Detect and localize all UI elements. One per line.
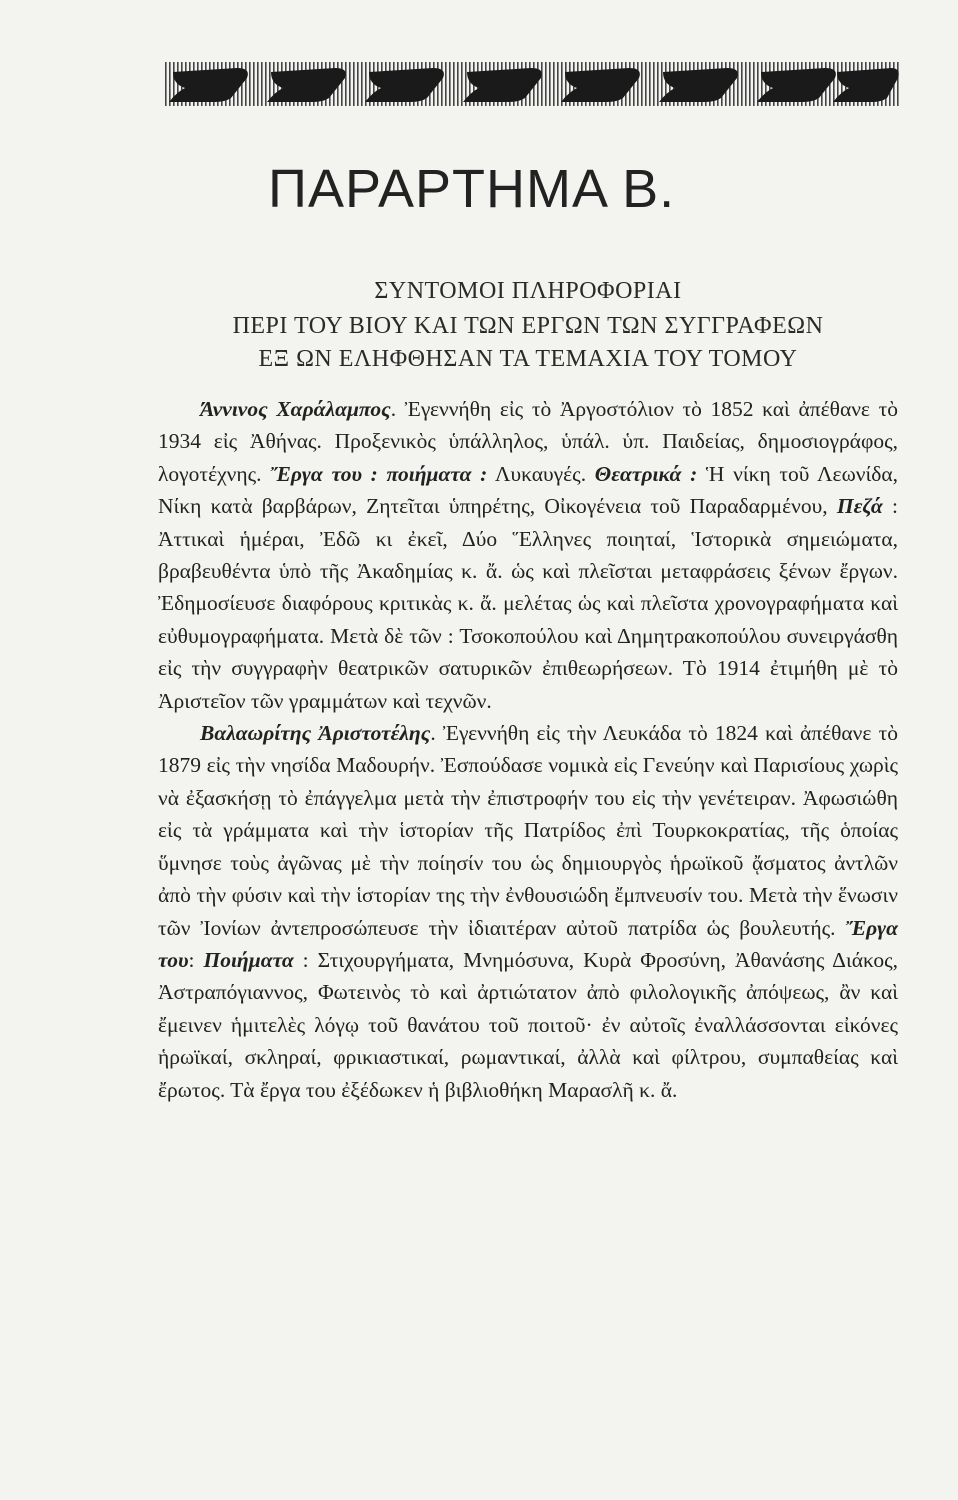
page-title: ΠΑΡΑΡΤΗΜΑ Β. bbox=[268, 159, 676, 219]
author-name: Άννινος Χαράλαμπος bbox=[200, 397, 391, 421]
entry-text: Ἡ νίκη τοῦ Λεωνίδα, Νίκη κατὰ βαρβάρων, Ζητεῖται ὑπηρέτης, Οἰκογένεια τοῦ Παραδαρμένου, bbox=[158, 461, 898, 519]
subtitle-line-3: ΕΞ ΩΝ ΕΛΗΦΘΗΣΑΝ ΤΑ ΤΕΜΑΧΙΑ ΤΟΥ ΤΟΜΟΥ bbox=[258, 346, 798, 372]
entry-text: : Στιχουργήματα, Μνημόσυνα, Κυρὰ Φροσύνη, Ἀθανάσης Διάκος, Ἀστραπόγιαννος, Φωτεινὸς τὸ καὶ ἀρτιώτατον ἀπὸ φιλολογικῆς ἀπόψεως, ἂν καὶ ἔμεινεν ἡμιτελὲς λόγῳ τοῦ θανάτου τοῦ ποιτοῦ· ἐν αὐτοῖς ἐναλλάσσονται εἰκόνες ἡρωϊκαί, σκληραί, φρικιαστικαί, ρωμαντικαί, ἀλλὰ καὶ φίλτρου, συμπαθείας καὶ ἔρωτος. Τὰ ἔργα του ἐξέδωκεν ἡ βιβλιοθήκη Μαρασλῆ κ. ἄ. bbox=[158, 947, 899, 1102]
subtitle-line-1: ΣΥΝΤΟΜΟΙ ΠΛΗΡΟΦΟΡΙΑΙ bbox=[374, 278, 682, 304]
decorative-header-band bbox=[165, 62, 900, 106]
works-label: Ἔργα του : ποιήματα : bbox=[270, 461, 488, 486]
entries-body bbox=[158, 393, 898, 1106]
prose-label: Πεζά bbox=[836, 494, 883, 519]
entry-text: Λυκαυγές. bbox=[487, 461, 595, 486]
entry-valaoritis bbox=[158, 717, 898, 1106]
works-label: Ἔργα του bbox=[158, 915, 898, 972]
entry-text: . Ἐγεννήθη εἰς τὸ Ἀργοστόλιον τὸ 1852 καὶ ἀπέθανε τὸ 1934 εἰς Ἀθήνας. Προξενικὸς ὑπάλληλος, ὑπάλ. ὑπ. Παιδείας, δημοσιογράφος, λογοτέχνης. bbox=[158, 397, 898, 486]
author-name: Βαλαωρίτης Ἀριστοτέλης bbox=[200, 721, 431, 746]
entry-text: : bbox=[188, 947, 204, 972]
subtitle-line-2: ΠΕΡΙ ΤΟΥ ΒΙΟΥ ΚΑΙ ΤΩΝ ΕΡΓΩΝ ΤΩΝ ΣΥΓΓΡΑΦΕΩΝ bbox=[232, 313, 824, 339]
entry-text: : Ἀττικαὶ ἡμέραι, Ἐδῶ κι ἐκεῖ, Δύο Ἕλληνες ποιηταί, Ἱστορικὰ σημειώματα, βραβευθέντα ὑπὸ τῆς Ἀκαδημίας κ. ἄ. ὡς καὶ πλεῖσται μεταφράσεις ξένων ἔργων. Ἐδημοσίευσε διαφόρους κριτικὰς κ. ἄ. μελέτας ὡς καὶ πλεῖστα χρονογραφήματα καὶ εὐθυμογραφήματα. Μετὰ δὲ τῶν : Τσοκοπούλου καὶ Δημητρακοπούλου συνειργάσθη εἰς τὴν συγγραφὴν θεατρικῶν σατυρικῶν ἐπιθεωρήσεων. Τὸ 1914 ἐτιμήθη μὲ τὸ Ἀριστεῖον τῶν γραμμάτων καὶ τεχνῶν. bbox=[158, 494, 898, 713]
poems-label: Ποιήματα bbox=[203, 947, 294, 972]
entry-annino bbox=[158, 393, 898, 717]
entry-text: . Ἐγεννήθη εἰς τὴν Λευκάδα τὸ 1824 καὶ ἀπέθανε τὸ 1879 εἰς τὴν νησίδα Μαδουρήν. Ἐσπούδασε νομικὰ εἰς Γενεύην καὶ Παρισίους χωρὶς νὰ ἐξασκήσῃ τὸ ἐπάγγελμα μετὰ τὴν ἐπιστροφήν του εἰς τὴν γενέτειραν. Ἀφωσιώθη εἰς τὰ γράμματα καὶ τὴν ἱστορίαν τῆς Πατρίδος ἐπὶ Τουρκοκρατίας, τῆς ὁποίας ὕμνησε τοὺς ἀγῶνας μὲ τὴν ποίησίν του ὡς δημιουργὸς ἡρωϊκοῦ ᾄσματος ἀντλῶν ἀπὸ τὴν φύσιν καὶ τὴν ἱστορίαν της τὴν ἐνθουσιώδη ἔμπνευσίν του. Μετὰ τὴν ἕνωσιν τῶν Ἰονίων ἀντεπροσώπευσε τὴν ἰδιαιτέραν αὐτοῦ πατρίδα ὡς βουλευτής. bbox=[158, 721, 898, 940]
theater-label: Θεατρικά : bbox=[594, 461, 698, 486]
